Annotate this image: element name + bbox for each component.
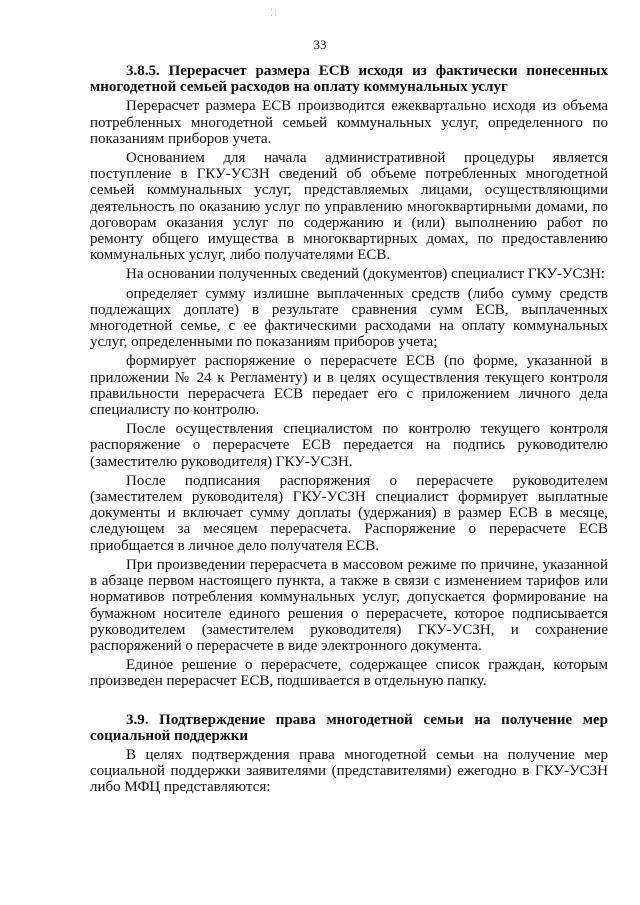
paragraph: При произведении перерасчета в массовом режиме по причине, указанной в абзаце первом настоящего пункта, а также в связи с изменением тарифов или нормативов потребления коммунальных услуг, допускается формирование на бумажном носителе единого решения о перерасчете, которое подписывается руководителем (заместителем руководителя) ГКУ-УСЗН, и сохранение распоряжений о перерасчете в виде электронного документа. xyxy=(90,556,608,654)
scan-artifact: ⁚⁝ xyxy=(270,8,279,19)
paragraph: Основанием для начала административной процедуры является поступление в ГКУ-УСЗН сведений об объеме потребленных многодетной семьей коммунальных услуг, представляемых лицами, осуществляющими деятельность по оказанию услуг по управлению многоквартирными домами, по договорам оказания услуг по содержанию и (или) выполнению работ по ремонту общего имущества в многоквартирных домах, по предоставлению коммунальных услуг, либо получателями ЕСВ. xyxy=(90,150,608,264)
paragraph: Перерасчет размера ЕСВ производится ежеквартально исходя из объема потребленных многодетной семьей коммунальных услуг, определенного по показаниям приборов учета. xyxy=(90,98,608,147)
paragraph: После осуществления специалистом по контролю текущего контроля распоряжение о перерасчете ЕСВ передается на подпись руководителю (заместителю руководителя) ГКУ-УСЗН. xyxy=(90,421,608,470)
section-heading-3-8-5: 3.8.5. Перерасчет размера ЕСВ исходя из фактически понесенных многодетной семьей расходов на оплату коммунальных услуг xyxy=(90,63,608,96)
paragraph: определяет сумму излишне выплаченных средств (либо сумму средств подлежащих доплате) в результате сравнения сумм ЕСВ, выплаченных многодетной семье, с ее фактическими расходами на оплату коммунальных услуг, определенными по показаниям приборов учета; xyxy=(90,285,608,351)
paragraph: формирует распоряжение о перерасчете ЕСВ (по форме, указанной в приложении № 24 к Регламенту) и в целях осуществления текущего контроля правильности перерасчета ЕСВ передает его с приложением личного дела специалисту по контролю. xyxy=(90,353,608,419)
paragraph: На основании полученных сведений (документов) специалист ГКУ-УСЗН: xyxy=(126,266,605,283)
section-spacer xyxy=(90,693,608,712)
paragraph: Единое решение о перерасчете, содержащее список граждан, которым произведен перерасчет ЕСВ, подшивается в отдельную папку. xyxy=(90,657,608,690)
section-heading-3-9: 3.9. Подтверждение права многодетной семьи на получение мер социальной поддержки xyxy=(90,711,608,744)
document-body xyxy=(90,63,608,799)
page-number: 33 xyxy=(313,37,327,52)
paragraph: В целях подтверждения права многодетной семьи на получение мер социальной поддержки заявителями (представителями) ежегодно в ГКУ-УСЗН либо МФЦ представляются: xyxy=(90,746,608,796)
paragraph: После подписания распоряжения о перерасчете руководителем (заместителем руководителя) ГКУ-УСЗН специалист формирует выплатные документы и включает сумму доплаты (удержания) в размер ЕСВ в месяце, следующем за месяцем перерасчета. Распоряжение о перерасчете ЕСВ приобщается в личное дело получателя ЕСВ. xyxy=(90,472,608,554)
